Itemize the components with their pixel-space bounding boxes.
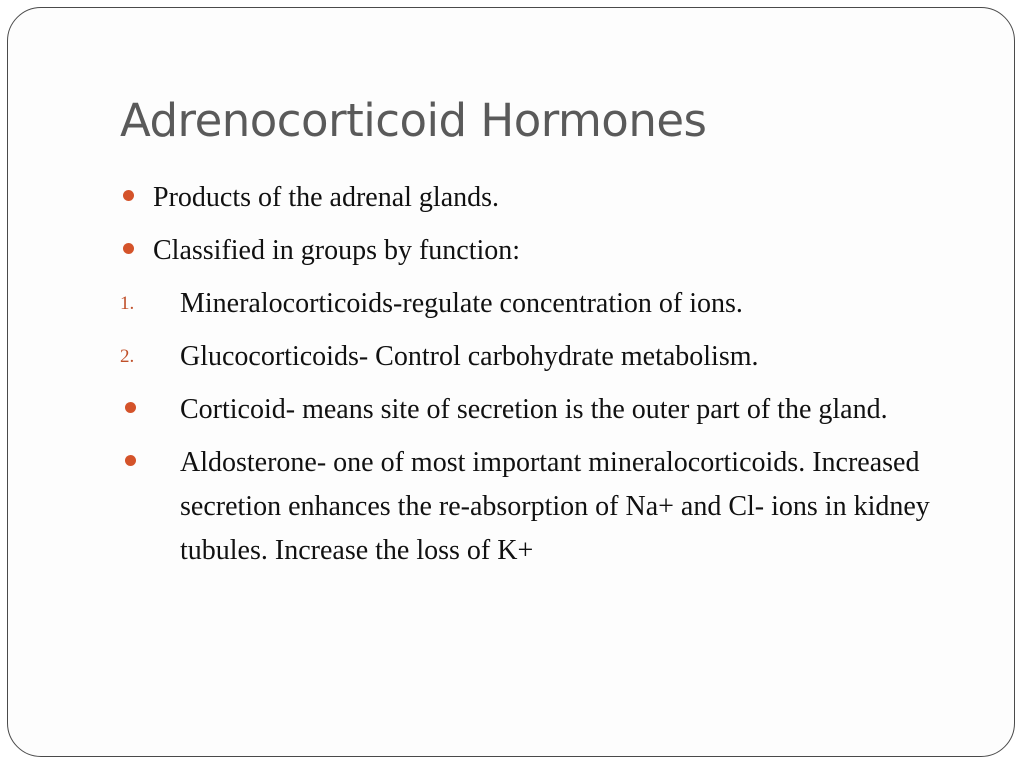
list-item xyxy=(120,335,980,379)
slide-title: Adrenocorticoid Hormones xyxy=(120,94,707,147)
list-item xyxy=(120,282,980,326)
slide-frame xyxy=(7,7,1015,757)
list-item xyxy=(120,388,980,432)
bullet-dot-icon xyxy=(123,190,134,201)
list-item-number: 1. xyxy=(120,293,135,314)
list-item-text: Classified in groups by function: xyxy=(153,235,521,266)
bullet-dot-icon xyxy=(125,455,136,466)
bullet-dot-icon xyxy=(123,243,134,254)
bullet-dot-icon xyxy=(125,402,136,413)
bullet-list xyxy=(120,176,980,582)
list-item-text: Aldosterone- one of most important mineralocorticoids. Increased secretion enhances the re-absorption of Na+ and Cl- ions in kidney tubules. Increase the loss of K+ xyxy=(180,447,930,566)
list-item-text: Mineralocorticoids-regulate concentration of ions. xyxy=(180,288,743,319)
list-item-number: 2. xyxy=(120,346,135,367)
list-item-text: Corticoid- means site of secretion is the outer part of the gland. xyxy=(180,394,888,425)
list-item-text: Products of the adrenal glands. xyxy=(153,182,500,213)
list-item-text: Glucocorticoids- Control carbohydrate metabolism. xyxy=(180,341,759,372)
list-item xyxy=(120,441,980,573)
list-item xyxy=(120,229,980,273)
list-item xyxy=(120,176,980,220)
